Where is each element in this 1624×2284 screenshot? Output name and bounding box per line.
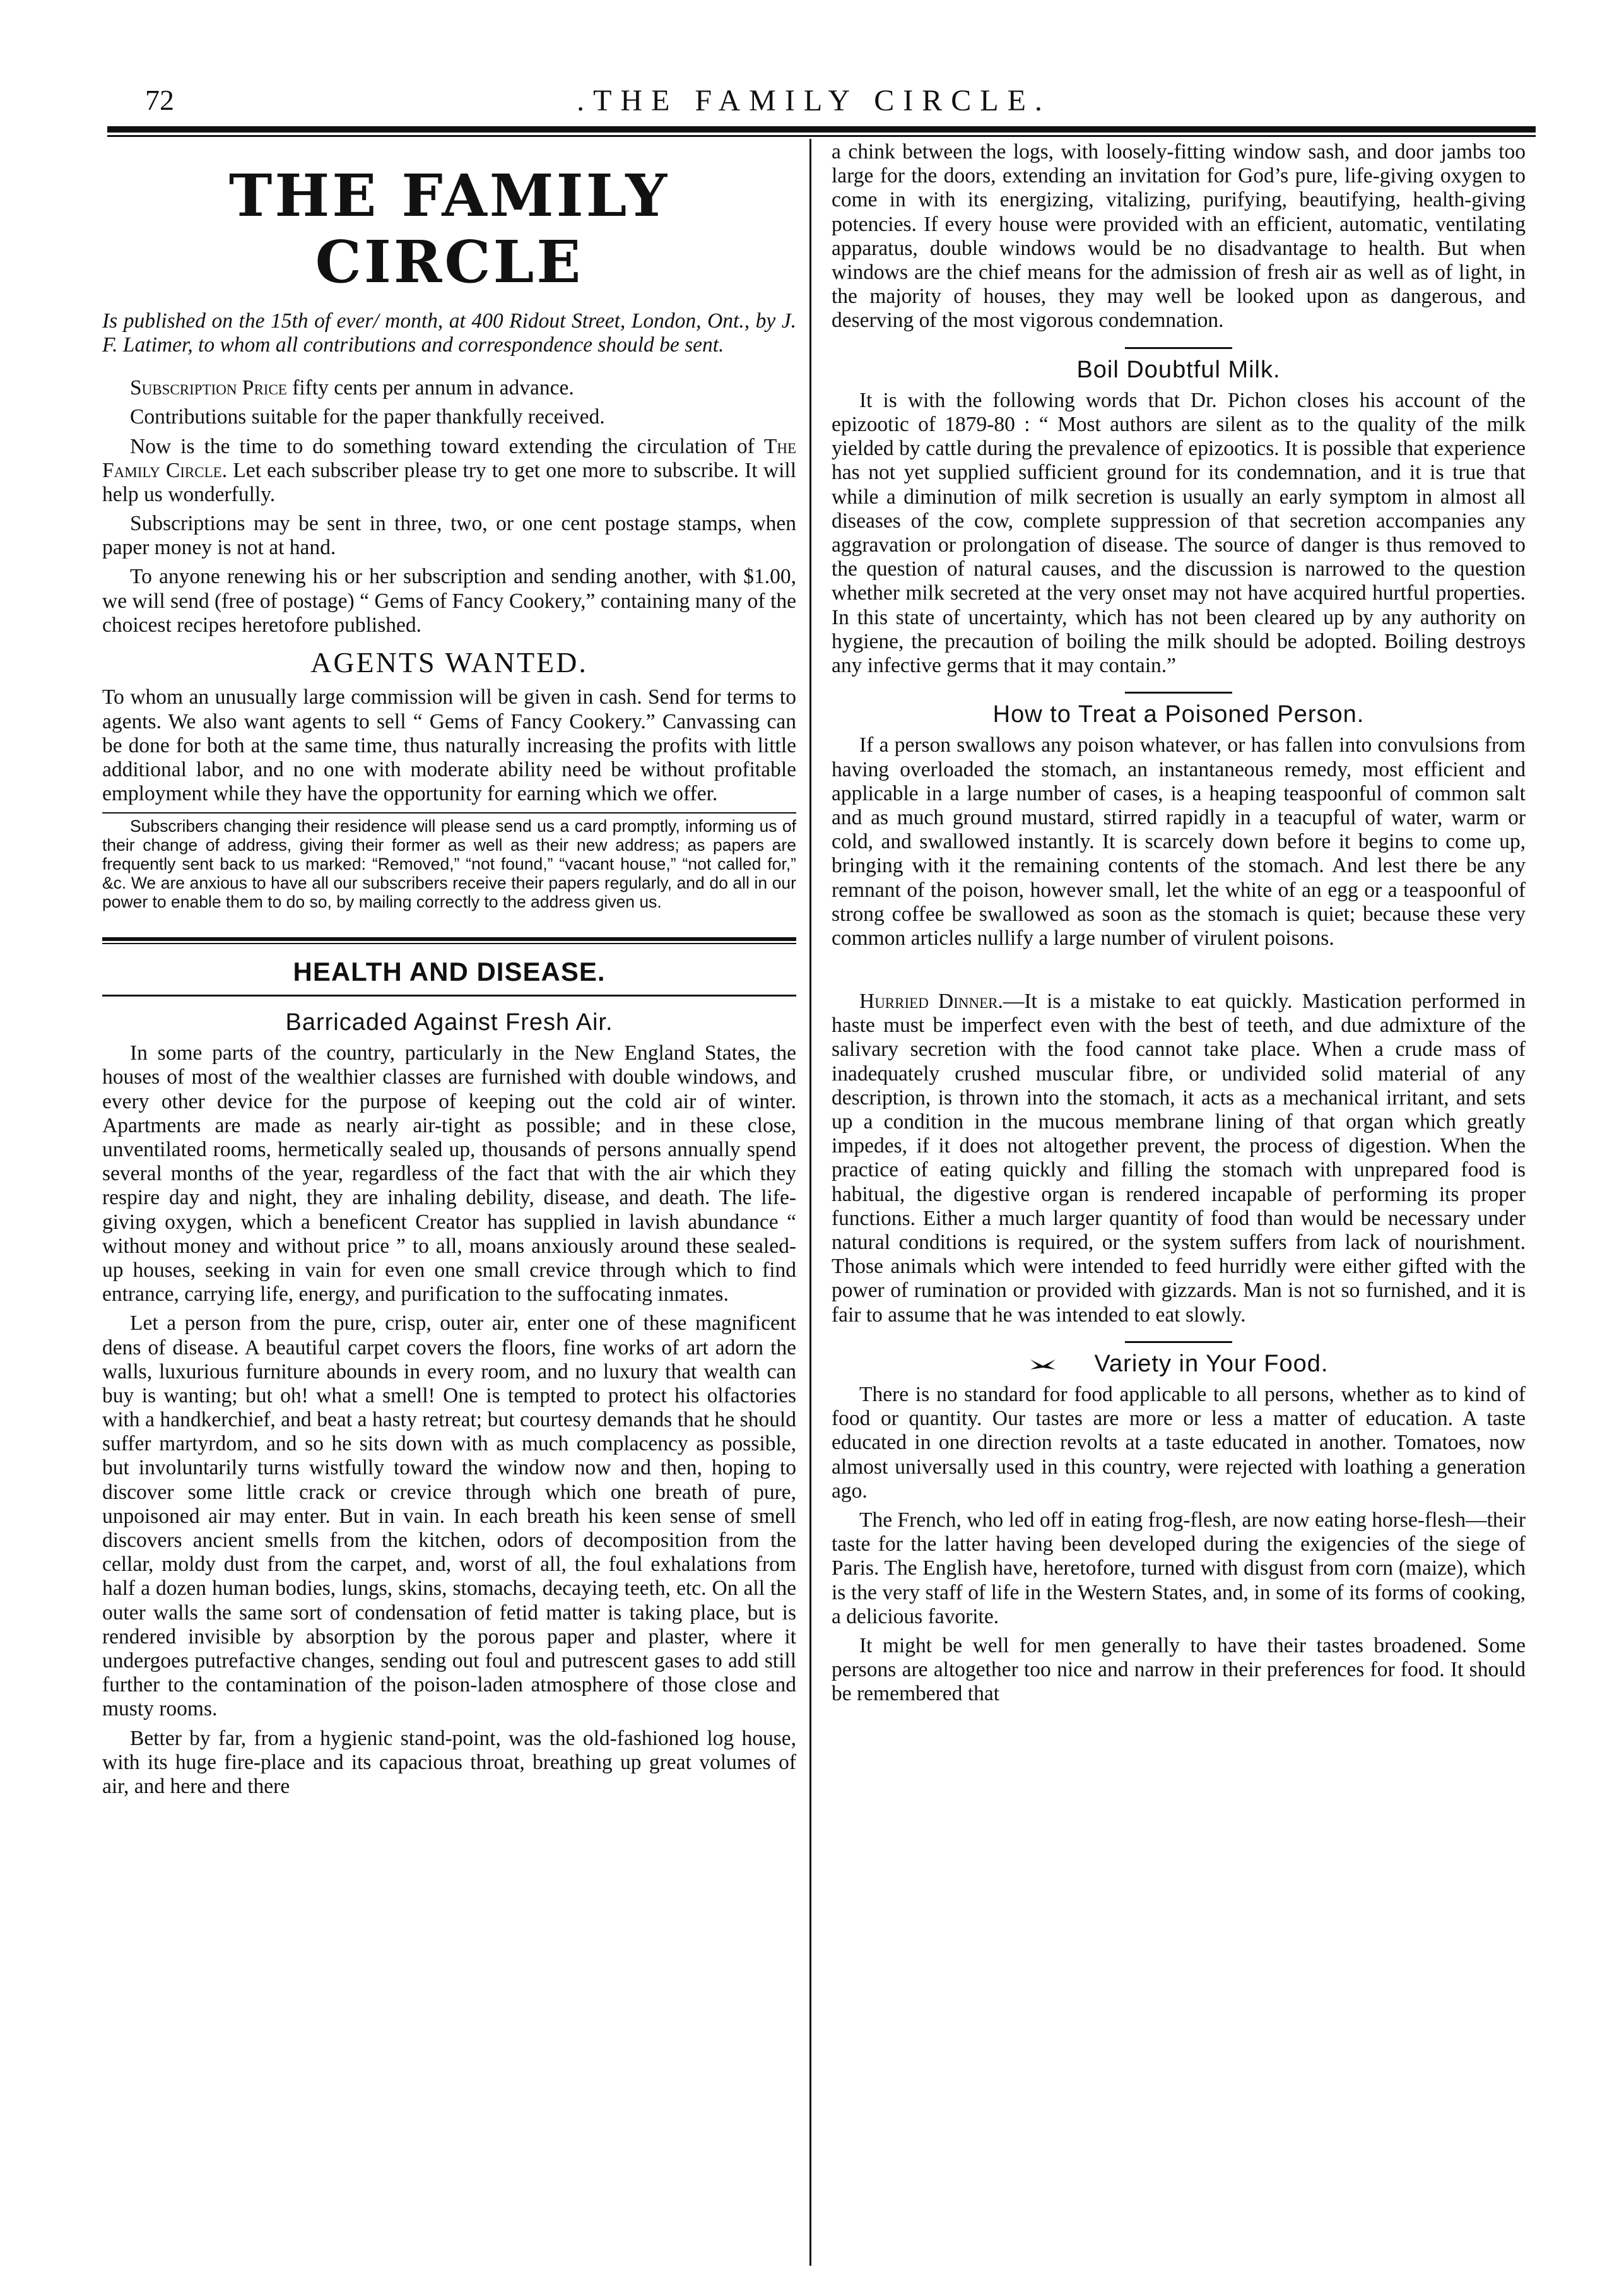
variety-paragraph: The French, who led off in eating frog-flesh, are now eating horse-flesh—their taste for the latter having been developed during the exigencies of the siege of Paris. The English have, heretofore, turned with disgust from corn (maize), which is the very staff of life in the Western States, and, in some of its forms of cooking, a delicious favorite. [832, 1508, 1526, 1628]
fresh-air-continuation: a chink between the logs, with loosely-fitting window sash, and door jambs too large for the doors, extending an invitation for God’s pure, life-giving oxygen to come in with its energizing, vitalizing, purifying, beautifying, health-giving potencies. If every house were provided with an efficient, automatic, ventilating apparatus, double windows would be no disadvantage to health. But when windows are the chief means for the admission of fresh air as well as of light, in the majority of houses, they may well be looked upon as dangerous, and deserving of the most vigorous condemnation. [832, 140, 1526, 333]
circulation-appeal-a: Now is the time to do something toward extending the circulation of [130, 434, 764, 458]
right-column [832, 140, 1526, 1711]
page-header [95, 81, 1533, 125]
left-column [102, 140, 796, 1804]
renewal-offer: To anyone renewing his or her subscription and sending another, with $1.00, we will send (free of postage) “ Gems of Fancy Cookery,” containing many of the choicest recipes heretofore published. [102, 565, 796, 637]
agents-text: To whom an unusually large commission will be given in cash. Send for terms to agents. We also want agents to sell “ Gems of Fancy Cookery.” Canvassing can be done for both at the same time, thus naturally increasing the profits with little additional labor, and no one with moderate ability need be without profitable employment while they have the opportunity for earning which we offer. [102, 685, 796, 806]
fresh-air-heading: Barricaded Against Fresh Air. [285, 1009, 613, 1036]
circulation-appeal [102, 435, 796, 507]
poison-paragraph: If a person swallows any poison whatever, or has fallen into convulsions from having overloaded the stomach, an instantaneous remedy, most efficient and applicable in a large number of cases, is a heaping teaspoonful of common salt and as much ground mustard, stirred rapidly in a teacupful of water, warm or cold, and swallowed instantly. It is scarcely down before it begins to come up, bringing with it the remaining contents of the stomach. And lest there be any remnant of the poison, however small, let the white of an egg or a teaspoonful of strong coffee be swallowed as soon as the stomach is quiet; because these very common articles nullify a large number of virulent poisons. [832, 733, 1526, 950]
variety-paragraph: It might be well for men generally to have their tastes broadened. Some persons are altogether too nice and narrow in their preferences for food. It should be remembered that [832, 1633, 1526, 1706]
milk-paragraph: It is with the following words that Dr. Pichon closes his account of the epizootic of 1879-80 : “ Most authors are silent as to the quality of the milk yielded by cattle during the prevalence of epizootics. It is possible that experience has not yet supplied sufficient ground for its condemnation, and it is true that while a diminution of milk secretion is usually an early symptom in almost all diseases of the cow, complete suppression of that secretion accompanies any aggravation or prolongation of disease. The source of danger is thus removed to the question of natural causes, and the discussion is narrowed to the question whether milk secreted at the very onset may not have acquired hurtful properties. In this state of uncertainty, which has not been cleared up by any authority on hygiene, the precaution of boiling the milk should be adopted. Boiling destroys any infective germs that it may contain.” [832, 388, 1526, 677]
column-divider [809, 139, 811, 2266]
variety-paragraph: There is no standard for food applicable to all persons, whether as to kind of food or quantity. Our tastes are more or less a matter of education. A taste educated in one direction revolts at a taste educated in another. Tomatoes, now almost universally used in this country, were rejected with loathing a generation ago. [832, 1383, 1526, 1503]
masthead: THE FAMILY CIRCLE [228, 162, 670, 296]
department-rule [102, 995, 796, 997]
fresh-air-paragraph: In some parts of the country, particularly in the New England States, the houses of most of the wealthier classes are furnished with double windows, and every other device for the purpose of keeping out the cold air of winter. Apartments are made as nearly air-tight as possible; and in these close, unventilated rooms, hermetically sealed up, thousands of persons annually spend several months of the year, regardless of the fact that with the air which they respire day and night, they are inhaling debility, disease, and death. The life-giving oxygen, which a beneficent Creator has supplied in lavish abundance “ without money and without price ” to all, moans anxiously around these sealed-up houses, seeking in vain for even one small crevice through which to find entrance, carrying life, energy, and purification to the suffocating inmates. [102, 1041, 796, 1306]
hurried-dinner-text: —It is a mistake to eat quickly. Mastication performed in haste must be imperfect even with the best of teeth, and due admixture of the salivary secretion with the food cannot take place. When a crude mass of inadequately crushed muscular fibre, or undivided solid material of any description, is thrown into the stomach, it acts as a mechanical irritant, and sets up a condition in the mucous membrane lining of that organ which greatly impedes, if it does not altogether prevent, the process of digestion. When the practice of eating quickly and filling the stomach with unprepared food is habitual, the digestive organ is rendered incapable of performing its proper functions. Either a much larger quantity of food than would be necessary under natural conditions is required, or the system suffers from lack of nourishment. Those animals which were intended to feed hurridly were either gifted with the power of rumination or provided with gizzards. Man is not so furnished, and it is fair to assume that he was intended to eat slowly. [832, 990, 1526, 1327]
circulation-appeal-b: . Let each subscriber please try to get one more to subscribe. It will help us wonderfully. [102, 458, 796, 506]
publication-note: Is published on the 15th of ever/ month, at 400 Ridout Street, London, Ont., by J. F. Latimer, to whom all contributions and correspondence should be sent. [102, 309, 796, 357]
header-rule-thin [107, 135, 1536, 137]
agents-heading: AGENTS WANTED. [310, 646, 588, 678]
subscription-price-lead: Subscription Price [130, 376, 287, 400]
fresh-air-paragraph: Better by far, from a hygienic stand-point, was the old-fashioned log house, with its huge fire-place and its capacious throat, breathing up great volumes of air, and here and there [102, 1726, 796, 1798]
subscription-price [102, 376, 796, 400]
fleuron-icon [1029, 1357, 1057, 1371]
article-separator [1125, 1341, 1232, 1343]
section-double-rule [102, 937, 796, 941]
running-title: .THE FAMILY CIRCLE. [577, 84, 1051, 117]
section-double-rule-thin [102, 943, 796, 944]
header-rule [107, 126, 1536, 133]
hurried-dinner-paragraph [832, 990, 1526, 1327]
circulation-appeal-name: The Family Circle [102, 434, 796, 482]
notice-rule [102, 812, 796, 814]
milk-heading: Boil Doubtful Milk. [1076, 356, 1281, 383]
hurried-dinner-lead: Hurried Dinner. [859, 990, 1003, 1014]
variety-heading: Variety in Your Food. [1094, 1350, 1329, 1377]
article-separator [1125, 692, 1232, 694]
fresh-air-paragraph: Let a person from the pure, crisp, outer air, enter one of these magnificent dens of disease. A beautiful carpet covers the floors, fine works of art adorn the walls, luxurious furniture abounds in every room, and no luxury that wealth can buy is wanting; but oh! what a smell! One is tempted to protect his olfactories with a handkerchief, and beat a hasty retreat; but courtesy demands that he should suffer martyrdom, and so he sits down with as much complacency as possible, but involuntarily turns wistfully toward the window now and then, hoping to discover some little crack or crevice through which one breath of pure, unpoisoned air may enter. But in vain. In each breath his keen sense of smell discovers ancient smells from the kitchen, odors of decomposition from the cellar, moldy dust from the carpet, and, worst of all, the foul exhalations from half a dozen human bodies, lungs, skins, stomachs, decaying teeth, etc. On all the outer walls the same sort of condensation of fetid matter is taking place, but is rendered invisible by absorption by the porous paper and plaster, where it undergoes putrefactive changes, sending out foul and putrescent gases to add still further to the contamination of the poison-laden atmosphere of those close and musty rooms. [102, 1311, 796, 1721]
page-number: 72 [145, 84, 174, 116]
article-separator [1125, 347, 1232, 349]
spacer [832, 956, 1526, 990]
poison-heading: How to Treat a Poisoned Person. [992, 701, 1365, 728]
postage-note: Subscriptions may be sent in three, two, or one cent postage stamps, when paper money is not at hand. [102, 512, 796, 560]
subscription-price-text: fifty cents per annum in advance. [286, 376, 574, 400]
address-change-notice: Subscribers changing their residence will please send us a card promptly, informing us of their change of address, giving their former as well as their new address; as papers are frequently sent back to us marked: “Removed,” “not found,” “vacant house,” “not called for,” &c. We are anxious to have all our subscribers receive their papers regularly, and do all in our power to enable them to do so, by mailing correctly to the address given us. [102, 817, 796, 912]
variety-heading-row [832, 1351, 1526, 1378]
department-heading: HEALTH AND DISEASE. [293, 957, 606, 987]
contributions-note: Contributions suitable for the paper thankfully received. [130, 405, 605, 429]
